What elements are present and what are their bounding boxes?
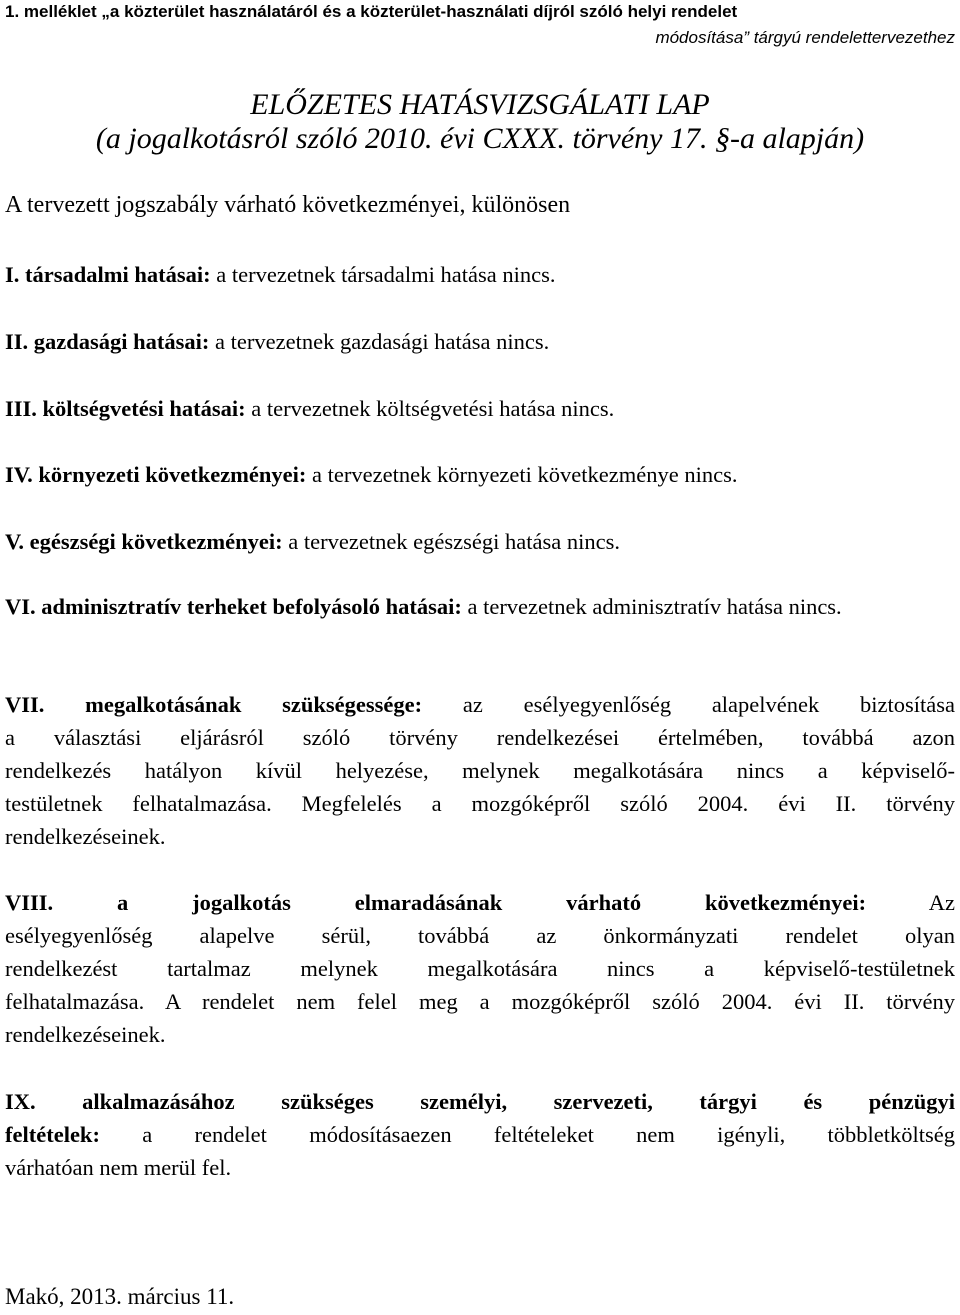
section-line <box>5 1118 955 1151</box>
section-line: rendelkezés hatályon kívül helyezése, melynek megalkotására nincs a képviselő- <box>5 758 955 783</box>
section-line: testületnek felhatalmazása. Megfelelés a mozgóképről szóló 2004. évi II. törvény <box>5 791 955 816</box>
section-omission-consequences <box>5 886 955 1051</box>
document-title: ELŐZETES HATÁSVIZSGÁLATI LAP <box>250 88 710 121</box>
section-application-conditions <box>5 1085 955 1184</box>
item-label: I. társadalmi hatásai: <box>5 262 211 287</box>
section-line <box>5 886 955 919</box>
section-label: VII. megalkotásának szükségessége: <box>5 692 423 717</box>
item-text: a tervezetnek egészségi hatása nincs. <box>282 529 620 554</box>
section-text: az esélyegyenlőség alapelvének biztosítása <box>422 692 955 717</box>
item-label: II. gazdasági hatásai: <box>5 329 210 354</box>
item-budget-impact <box>5 392 955 425</box>
section-line: rendelkezéseinek. <box>5 824 166 849</box>
section-line: rendelkezést tartalmaz melynek megalkotására nincs a képviselő-testületnek <box>5 956 955 981</box>
intro-heading: A tervezett jogszabály várható következményei, különösen <box>5 192 571 218</box>
item-label: V. egészségi következményei: <box>5 529 283 554</box>
place-and-date: Makó, 2013. március 11. <box>5 1284 235 1309</box>
section-line: a választási eljárásról szóló törvény rendelkezései értelmében, továbbá azon <box>5 725 955 750</box>
section-necessity <box>5 688 955 853</box>
item-administrative-impact <box>5 590 955 623</box>
section-label: IX. alkalmazásához szükséges személyi, szervezeti, tárgyi és pénzügyi <box>5 1089 955 1114</box>
item-environmental-impact <box>5 458 955 491</box>
section-line: felhatalmazása. A rendelet nem felel meg a mozgóképről szóló 2004. évi II. törvény <box>5 989 955 1014</box>
item-text: a tervezetnek társadalmi hatása nincs. <box>210 262 556 287</box>
section-label: feltételek: <box>5 1122 100 1147</box>
document-subtitle: (a jogalkotásról szóló 2010. évi CXXX. törvény 17. §-a alapján) <box>95 122 865 155</box>
section-line: várhatóan nem merül fel. <box>5 1155 232 1180</box>
section-text: Az <box>866 890 955 915</box>
item-label: IV. környezeti következményei: <box>5 462 307 487</box>
item-social-impact <box>5 258 955 291</box>
annex-header-line-2: módosítása” tárgyú rendelettervezethez <box>655 28 955 47</box>
section-line <box>5 1085 955 1118</box>
item-economic-impact <box>5 325 955 358</box>
section-line: esélyegyenlőség alapelve sérül, továbbá az önkormányzati rendelet olyan <box>5 923 955 948</box>
section-text: a rendelet módosításaezen feltételeket nem igényli, többletköltség <box>99 1122 955 1147</box>
item-text: a tervezetnek adminisztratív hatása nincs. <box>461 594 842 619</box>
section-line: rendelkezéseinek. <box>5 1022 166 1047</box>
item-label: VI. adminisztratív terheket befolyásoló hatásai: <box>5 594 462 619</box>
item-text: a tervezetnek gazdasági hatása nincs. <box>209 329 550 354</box>
section-line <box>5 688 955 721</box>
section-label: VIII. a jogalkotás elmaradásának várható következményei: <box>5 890 867 915</box>
annex-header-line-1: 1. melléklet „a közterület használatáról és a közterület-használati díjról szóló helyi rendelet <box>5 2 738 21</box>
item-health-impact <box>5 525 955 558</box>
item-text: a tervezetnek költségvetési hatása nincs. <box>245 396 615 421</box>
item-label: III. költségvetési hatásai: <box>5 396 246 421</box>
item-text: a tervezetnek környezeti következménye nincs. <box>306 462 738 487</box>
